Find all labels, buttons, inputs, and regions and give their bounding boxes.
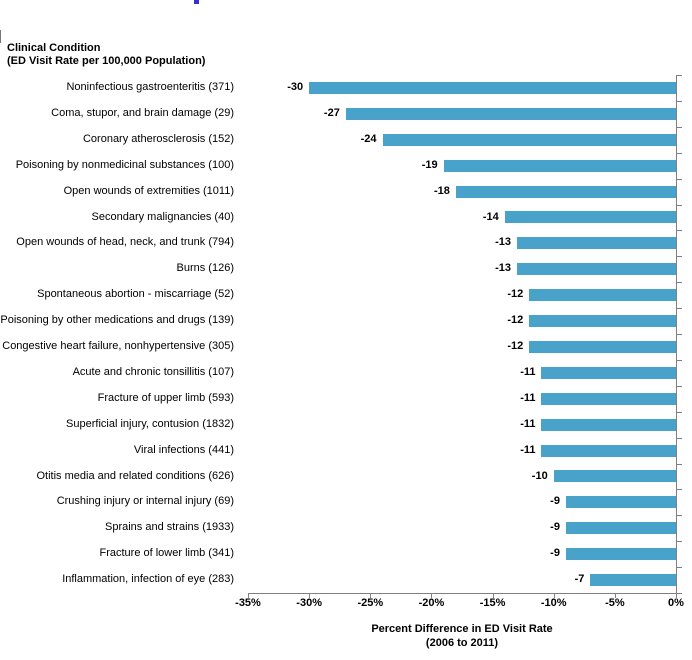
value-label: -11 bbox=[520, 391, 536, 404]
value-label: -9 bbox=[550, 521, 560, 534]
y-axis-tick bbox=[676, 541, 682, 542]
value-label: -30 bbox=[287, 81, 304, 93]
value-label: -11 bbox=[520, 417, 536, 430]
value-label: -7 bbox=[574, 573, 585, 586]
bar bbox=[456, 186, 676, 198]
y-axis-tick bbox=[676, 179, 682, 180]
value-label: -11 bbox=[520, 443, 536, 456]
category-label: Acute and chronic tonsillitis (107) bbox=[72, 365, 234, 378]
y-axis-tick bbox=[676, 205, 682, 206]
bar bbox=[346, 108, 676, 120]
bar bbox=[566, 522, 676, 534]
bar bbox=[517, 263, 676, 275]
value-label: -9 bbox=[550, 547, 560, 560]
y-axis-tick bbox=[676, 360, 682, 361]
x-axis-title-line2: (2006 to 2011) bbox=[425, 637, 499, 649]
category-label: Coronary atherosclerosis (152) bbox=[82, 132, 234, 145]
bar bbox=[541, 367, 676, 379]
bar bbox=[541, 393, 676, 405]
category-label: Spontaneous abortion - miscarriage (52) bbox=[37, 288, 234, 301]
value-label: -19 bbox=[421, 158, 438, 171]
y-axis-header-line1: Clinical Condition bbox=[7, 42, 101, 54]
x-tick-label: -20% bbox=[418, 597, 445, 609]
value-label: -24 bbox=[360, 132, 377, 145]
x-tick-label: -35% bbox=[235, 597, 261, 609]
bar bbox=[554, 470, 676, 482]
x-tick-label: -15% bbox=[479, 597, 506, 609]
y-axis-tick bbox=[676, 464, 682, 465]
x-tick-label: -30% bbox=[296, 597, 322, 609]
category-label: Burns (126) bbox=[176, 262, 234, 275]
cropped-title-fragment bbox=[194, 0, 199, 4]
category-label: Poisoning by other medications and drugs (139) bbox=[0, 314, 234, 327]
bar bbox=[529, 341, 676, 353]
y-axis-tick bbox=[676, 515, 682, 516]
y-axis-tick bbox=[676, 438, 682, 439]
cropped-left-border-fragment bbox=[0, 30, 1, 43]
bar bbox=[541, 419, 676, 431]
x-tick-label: 0% bbox=[668, 597, 684, 609]
value-label: -9 bbox=[550, 495, 560, 508]
category-label: Fracture of lower limb (341) bbox=[99, 547, 234, 560]
value-label: -14 bbox=[482, 210, 499, 223]
x-tick-label: -10% bbox=[540, 597, 567, 609]
category-label: Coma, stupor, and brain damage (29) bbox=[51, 106, 234, 119]
x-axis-title-line1: Percent Difference in ED Visit Rate bbox=[371, 623, 553, 635]
category-label: Congestive heart failure, nonhypertensive (305) bbox=[2, 340, 234, 352]
bar bbox=[383, 134, 676, 146]
x-axis-line bbox=[248, 593, 677, 594]
y-axis-tick bbox=[676, 412, 682, 413]
value-label: -11 bbox=[520, 365, 536, 378]
category-label: Secondary malignancies (40) bbox=[91, 210, 234, 223]
bar bbox=[529, 315, 676, 327]
y-axis-tick bbox=[676, 489, 682, 490]
category-label: Superficial injury, contusion (1832) bbox=[66, 417, 234, 430]
category-label: Poisoning by nonmedicinal substances (100) bbox=[15, 158, 234, 171]
value-label: -12 bbox=[507, 314, 524, 327]
y-axis-tick bbox=[676, 334, 682, 335]
value-label: -12 bbox=[507, 340, 524, 352]
value-label: -10 bbox=[531, 469, 548, 482]
bar bbox=[541, 445, 676, 457]
y-axis-tick bbox=[676, 567, 682, 568]
y-axis-header-line2: (ED Visit Rate per 100,000 Population) bbox=[7, 55, 206, 67]
bar bbox=[444, 160, 676, 172]
y-axis-tick bbox=[676, 256, 682, 257]
bar bbox=[566, 548, 676, 560]
y-axis-header bbox=[7, 42, 205, 68]
y-axis-tick bbox=[676, 230, 682, 231]
y-axis-tick bbox=[676, 386, 682, 387]
bar bbox=[566, 496, 676, 508]
y-axis-tick bbox=[676, 101, 682, 102]
x-tick-label: -5% bbox=[605, 597, 625, 609]
x-axis-title bbox=[248, 622, 676, 650]
x-tick-label: -25% bbox=[357, 597, 384, 609]
category-label: Fracture of upper limb (593) bbox=[97, 391, 234, 404]
value-label: -13 bbox=[495, 236, 512, 249]
category-label: Sprains and strains (1933) bbox=[104, 521, 234, 534]
category-label: Crushing injury or internal injury (69) bbox=[56, 495, 234, 508]
y-axis-tick bbox=[676, 282, 682, 283]
y-axis-tick bbox=[676, 127, 682, 128]
bar bbox=[309, 82, 676, 94]
value-label: -13 bbox=[495, 262, 512, 275]
category-label: Open wounds of head, neck, and trunk (794) bbox=[16, 236, 234, 249]
category-label: Inflammation, infection of eye (283) bbox=[62, 573, 234, 586]
value-label: -12 bbox=[507, 288, 524, 301]
bar bbox=[505, 211, 676, 223]
category-label: Viral infections (441) bbox=[133, 443, 234, 456]
value-label: -18 bbox=[433, 184, 450, 197]
y-axis-tick bbox=[676, 153, 682, 154]
value-label: -27 bbox=[323, 106, 340, 119]
category-label: Otitis media and related conditions (626) bbox=[36, 469, 234, 482]
bar bbox=[529, 289, 676, 301]
category-label: Noninfectious gastroenteritis (371) bbox=[66, 81, 234, 93]
y-axis-tick bbox=[676, 308, 682, 309]
category-label: Open wounds of extremities (1011) bbox=[63, 184, 234, 197]
y-axis-tick bbox=[676, 75, 682, 76]
bar bbox=[590, 574, 676, 586]
bar bbox=[517, 237, 676, 249]
